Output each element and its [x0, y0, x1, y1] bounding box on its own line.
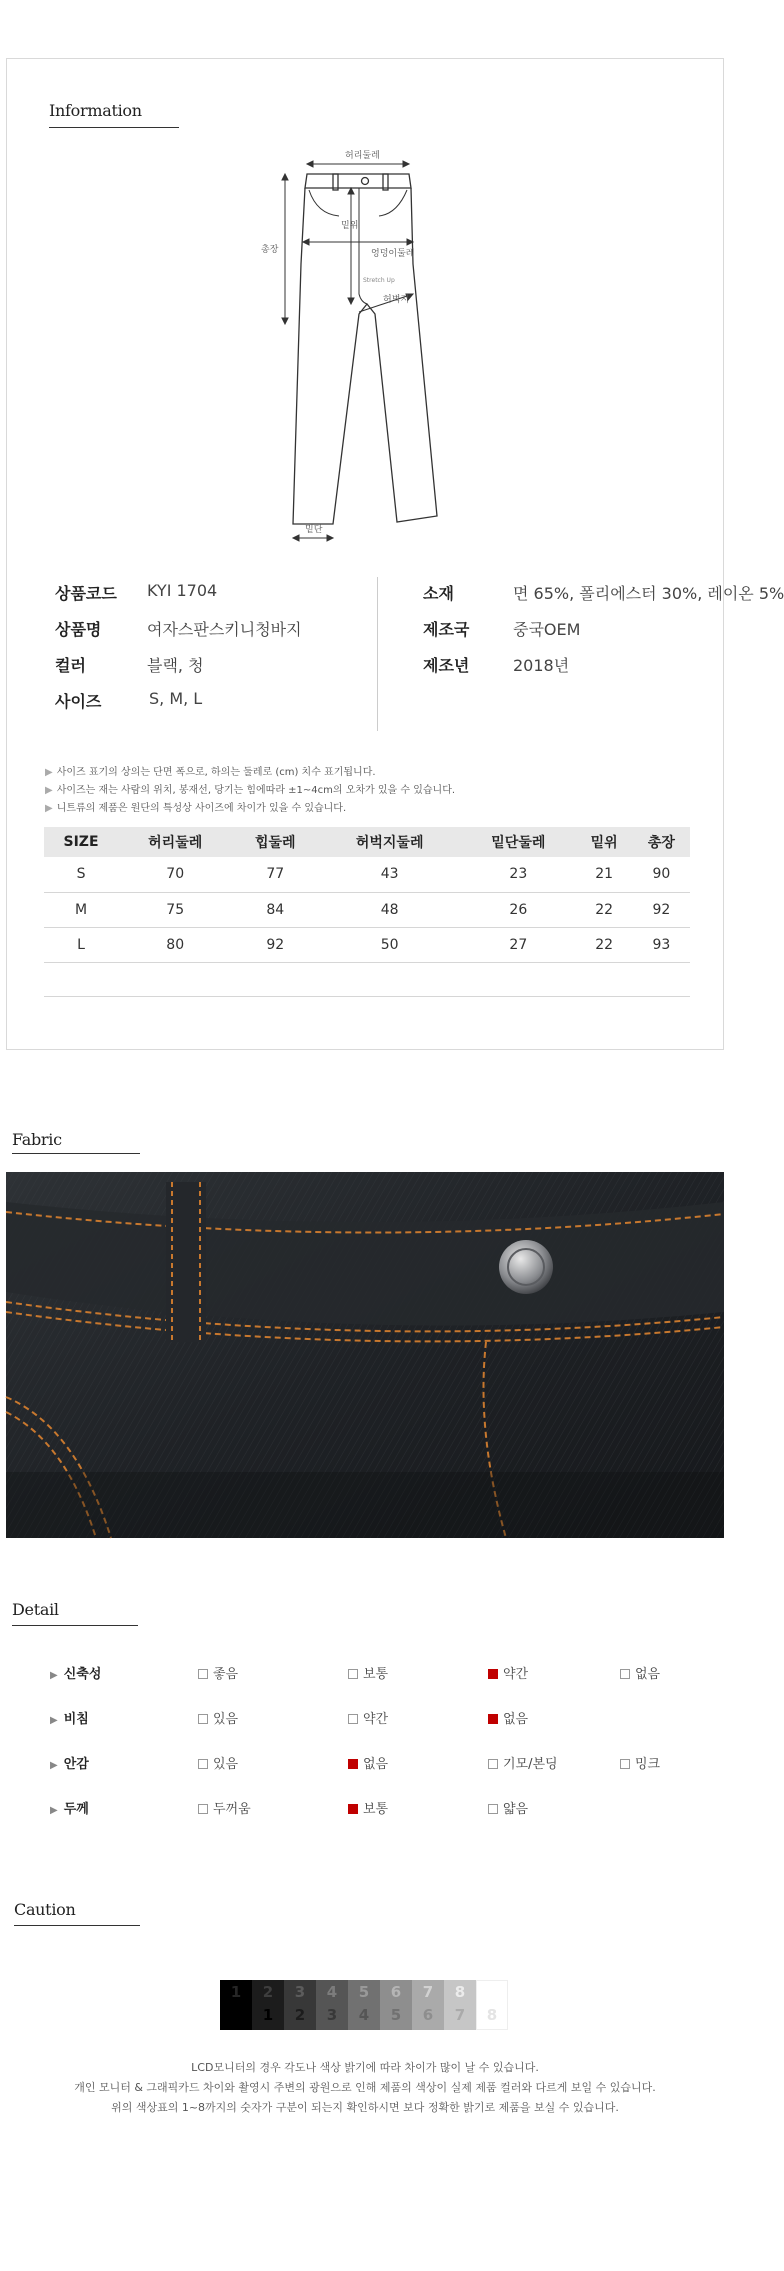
table-cell: 22: [576, 927, 633, 962]
scale-number: 4: [358, 2006, 370, 2024]
spec-value: 2018년: [513, 656, 570, 675]
checked-box-icon: [488, 1714, 498, 1724]
note-item: ▶ 사이즈는 재는 사람의 위치, 봉재선, 당기는 힘에따라 ±1~4cm의 오차가 있을 수 있습니다.: [45, 785, 456, 796]
table-cell: 93: [633, 927, 690, 962]
spec-key: 컬러: [55, 656, 86, 675]
pocket-left: [309, 190, 339, 216]
information-title: Information: [49, 101, 142, 120]
table-cell: 75: [118, 892, 232, 927]
spec-value: KYI 1704: [147, 581, 218, 600]
note-item: ▶ 니트류의 제품은 원단의 특성상 사이즈에 차이가 있을 수 있습니다.: [45, 803, 347, 814]
detail-option[interactable]: 보통: [348, 1663, 388, 1682]
column-header: 총장: [633, 827, 690, 857]
table-cell: 27: [461, 927, 575, 962]
scale-number: 1: [262, 2006, 274, 2024]
table-cell: 77: [232, 857, 318, 892]
checkbox-icon: [348, 1714, 358, 1724]
diagram-label-waist: 허리둘레: [345, 151, 380, 161]
table-cell: 23: [461, 857, 575, 892]
detail-option-checked[interactable]: 없음: [488, 1708, 528, 1727]
button-icon: [362, 178, 369, 185]
pants-outline: [293, 188, 437, 524]
checkbox-icon: [620, 1759, 630, 1769]
information-title-underline: [49, 127, 179, 128]
scale-number: 5: [358, 1983, 370, 2001]
detail-row-sheerness: [0, 1708, 730, 1738]
spec-value: S, M, L: [149, 689, 203, 708]
fabric-closeup-photo: [6, 1172, 724, 1538]
table-cell: 70: [118, 857, 232, 892]
table-cell: 48: [318, 892, 461, 927]
detail-option-checked[interactable]: 보통: [348, 1798, 388, 1817]
detail-label: ▶ 안감: [50, 1757, 89, 1772]
information-section: [6, 58, 784, 1050]
size-table: [44, 827, 690, 997]
checkbox-icon: [198, 1759, 208, 1769]
spec-divider: [377, 577, 378, 731]
spec-key: 상품코드: [55, 584, 117, 603]
pants-fly: [359, 188, 367, 304]
detail-option[interactable]: 밍크: [620, 1753, 660, 1772]
checkbox-icon: [488, 1759, 498, 1769]
column-header: 힙둘레: [232, 827, 318, 857]
scale-number: 6: [422, 2006, 434, 2024]
detail-option[interactable]: 좋음: [198, 1663, 238, 1682]
table-cell: 50: [318, 927, 461, 962]
scale-number: 7: [454, 2006, 466, 2024]
detail-option[interactable]: 얇음: [488, 1798, 528, 1817]
detail-title: Detail: [12, 1600, 59, 1619]
spec-key: 제조국: [423, 620, 470, 639]
scale-number: 2: [262, 1983, 274, 2001]
detail-title-underline: [12, 1625, 138, 1626]
table-cell: 21: [576, 857, 633, 892]
size-notes: [45, 764, 455, 818]
caution-title: Caution: [14, 1900, 76, 1919]
checkbox-icon: [488, 1804, 498, 1814]
diagram-label-hem: 밑단: [305, 525, 323, 535]
spec-value: 블랙, 청: [147, 656, 204, 675]
detail-option[interactable]: 있음: [198, 1753, 238, 1772]
triangle-icon: ▶: [50, 1715, 58, 1726]
caution-title-underline: [14, 1925, 140, 1926]
detail-option[interactable]: 두꺼움: [198, 1798, 251, 1817]
diagram-label-rise: 밑위: [341, 221, 359, 231]
scale-number: 7: [422, 1983, 434, 2001]
detail-label: ▶ 비침: [50, 1712, 89, 1727]
pocket-right: [379, 190, 407, 216]
caution-line: 위의 색상표의 1~8까지의 숫자가 구분이 되는지 확인하시면 보다 정확한 밝기로 제품을 보실 수 있습니다.: [111, 2101, 619, 2114]
detail-option-checked[interactable]: 없음: [348, 1753, 388, 1772]
detail-option[interactable]: 있음: [198, 1708, 238, 1727]
scale-number: 6: [390, 1983, 402, 2001]
table-cell: 92: [633, 892, 690, 927]
table-cell: 92: [232, 927, 318, 962]
triangle-icon: ▶: [50, 1670, 58, 1681]
column-header: 밑단둘레: [461, 827, 575, 857]
column-header: SIZE: [44, 827, 118, 857]
checked-box-icon: [488, 1669, 498, 1679]
detail-option[interactable]: 기모/본딩: [488, 1753, 558, 1772]
scale-number: 8: [486, 2006, 498, 2024]
caution-text: [0, 2058, 730, 2118]
table-cell: S: [44, 857, 118, 892]
table-row-empty: [44, 962, 690, 996]
detail-row-stretch: [0, 1663, 730, 1693]
scale-number: 2: [294, 2006, 306, 2024]
diagram-label-stretch: Stretch Up: [363, 277, 395, 284]
column-header: 밑위: [576, 827, 633, 857]
fabric-title-underline: [12, 1153, 140, 1154]
detail-option[interactable]: 약간: [348, 1708, 388, 1727]
checkbox-icon: [348, 1669, 358, 1679]
checkbox-icon: [198, 1714, 208, 1724]
detail-row-thickness: [0, 1798, 730, 1828]
spec-value: 중국OEM: [513, 620, 581, 639]
note-item: ▶ 사이즈 표기의 상의는 단면 폭으로, 하의는 둘레로 (cm) 치수 표기됩니다.: [45, 767, 376, 778]
size-table-header: [44, 827, 690, 857]
detail-label: ▶ 두께: [50, 1802, 89, 1817]
scale-number: 4: [326, 1983, 338, 2001]
checked-box-icon: [348, 1804, 358, 1814]
spec-key: 제조년: [423, 656, 470, 675]
pants-measurement-diagram: [247, 144, 497, 549]
table-cell: 80: [118, 927, 232, 962]
column-header: 허리둘레: [118, 827, 232, 857]
scale-number: 8: [454, 1983, 466, 2001]
checked-box-icon: [348, 1759, 358, 1769]
triangle-icon: ▶: [50, 1760, 58, 1771]
triangle-icon: ▶: [45, 785, 53, 796]
checkbox-icon: [620, 1669, 630, 1679]
triangle-icon: ▶: [45, 767, 53, 778]
table-row: [44, 857, 690, 892]
diagram-label-hip: 엉덩이둘레: [371, 249, 415, 259]
table-cell: 90: [633, 857, 690, 892]
caution-line: LCD모니터의 경우 각도나 색상 밝기에 따라 차이가 많이 날 수 있습니다.: [191, 2061, 539, 2074]
scale-number: 1: [230, 1983, 242, 2001]
spec-value: 여자스판스키니청바지: [147, 620, 302, 639]
detail-option-checked[interactable]: 약간: [488, 1663, 528, 1682]
table-cell: 26: [461, 892, 575, 927]
pants-waistband: [305, 174, 411, 188]
scale-number: 3: [294, 1983, 306, 2001]
detail-option[interactable]: 없음: [620, 1663, 660, 1682]
scale-number: 3: [326, 2006, 338, 2024]
checkbox-icon: [198, 1669, 208, 1679]
table-row: [44, 927, 690, 962]
table-row: [44, 892, 690, 927]
scale-number: 5: [390, 2006, 402, 2024]
fabric-title: Fabric: [12, 1130, 62, 1149]
triangle-icon: ▶: [45, 803, 53, 814]
triangle-icon: ▶: [50, 1805, 58, 1816]
caution-line: 개인 모니터 & 그래픽카드 차이와 촬영시 주변의 광원으로 인해 제품의 색상이 실제 제품 컬러와 다르게 보일 수 있습니다.: [74, 2081, 656, 2094]
table-cell: 22: [576, 892, 633, 927]
checkbox-icon: [198, 1804, 208, 1814]
spec-key: 상품명: [55, 620, 102, 639]
diagram-label-length: 총장: [261, 245, 279, 255]
spec-value: 면 65%, 폴리에스터 30%, 레이온 5%: [513, 584, 784, 603]
column-header: 허벅지둘레: [318, 827, 461, 857]
detail-row-lining: [0, 1753, 730, 1783]
table-cell: L: [44, 927, 118, 962]
table-cell: 84: [232, 892, 318, 927]
spec-key: 사이즈: [55, 692, 102, 711]
spec-key: 소재: [423, 584, 454, 603]
diagram-label-thigh: 허벅지: [383, 295, 410, 305]
table-cell: M: [44, 892, 118, 927]
detail-label: ▶ 신축성: [50, 1667, 102, 1682]
table-cell: 43: [318, 857, 461, 892]
